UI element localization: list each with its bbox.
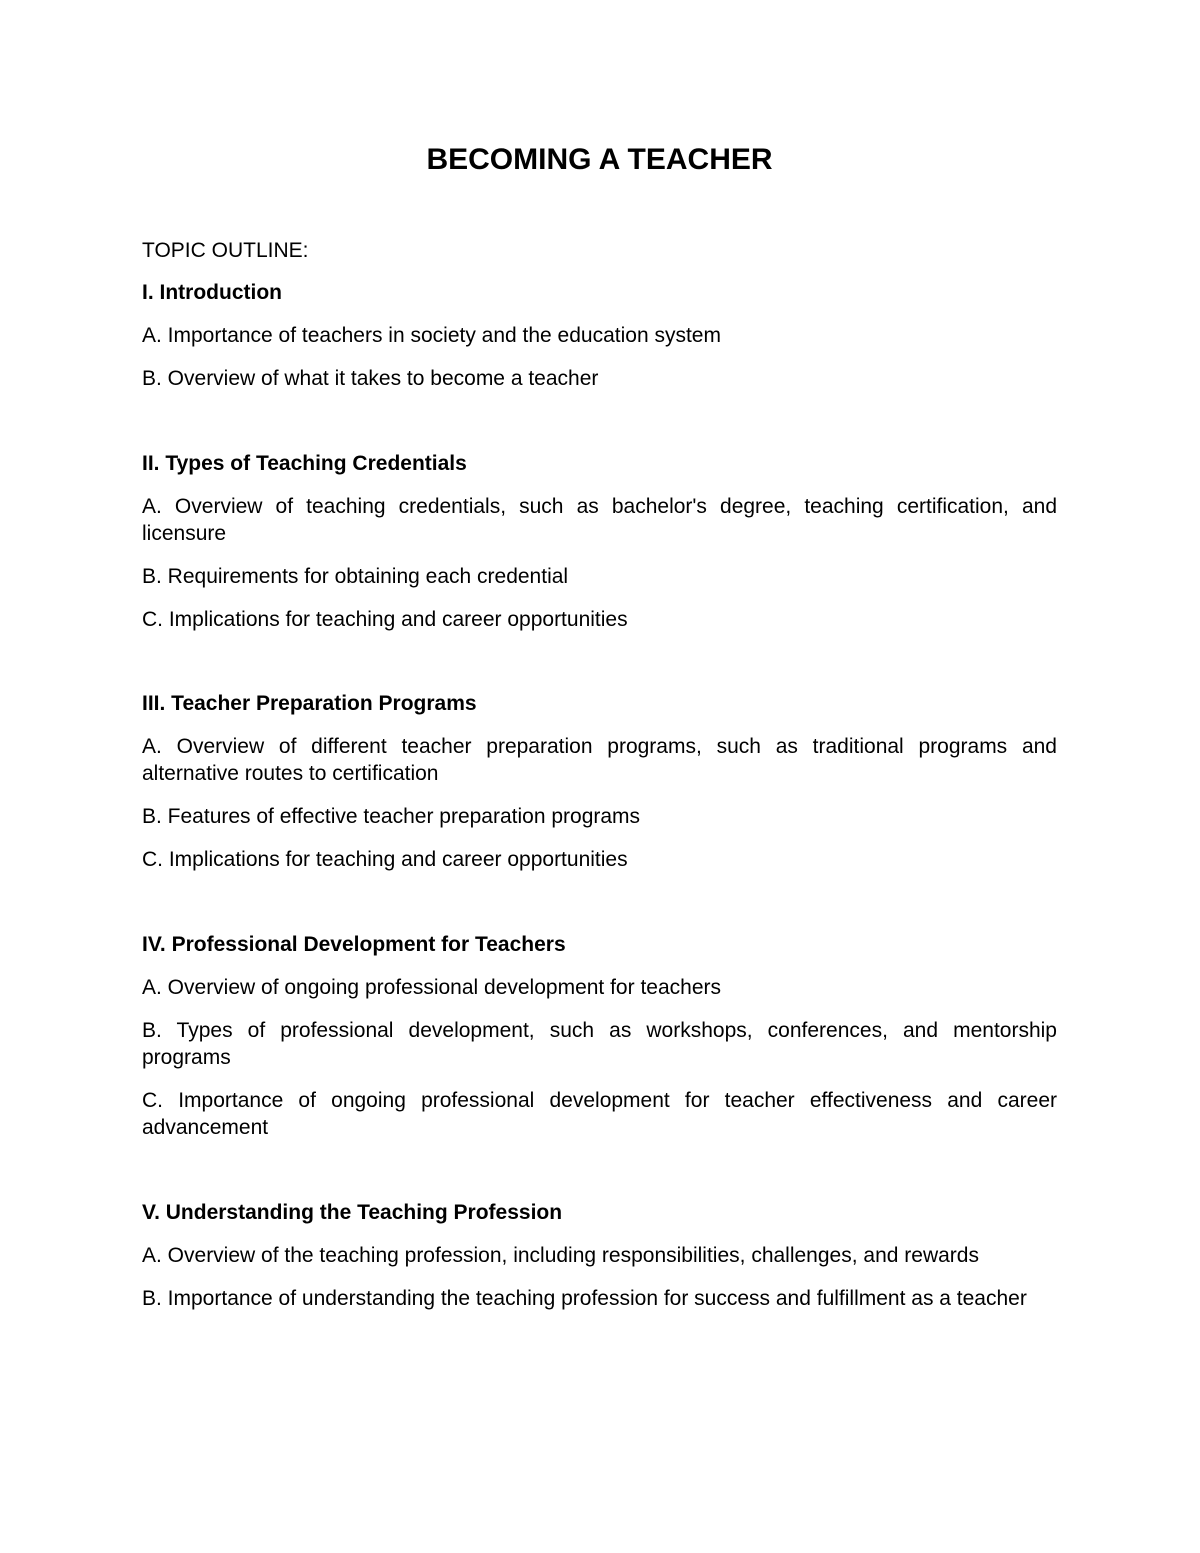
topic-outline-label: TOPIC OUTLINE: [142,239,309,262]
outline-item: A. Overview of ongoing professional development for teachers [142,976,721,999]
section-teaching-credentials [142,451,1057,649]
outline-item: C. Implications for teaching and career opportunities [142,848,628,871]
section-heading: I. Introduction [142,281,282,304]
section-professional-development [142,932,1057,1157]
outline-item: A. Overview of different teacher preparation programs, such as traditional programs and alternative routes to certification [142,735,1057,785]
section-introduction [142,280,1057,408]
outline-item: B. Features of effective teacher preparation programs [142,805,641,828]
section-heading: V. Understanding the Teaching Profession [142,1201,563,1224]
outline-item: A. Overview of teaching credentials, such as bachelor's degree, teaching certification, and licensure [142,495,1057,545]
outline-item: B. Overview of what it takes to become a teacher [142,367,599,390]
section-teacher-preparation [142,691,1057,889]
outline-item: C. Importance of ongoing professional development for teacher effectiveness and career advancement [142,1089,1057,1139]
outline-item: B. Requirements for obtaining each credential [142,565,569,588]
section-heading: IV. Professional Development for Teachers [142,933,566,956]
outline-item: A. Importance of teachers in society and the education system [142,324,721,347]
document-title: BECOMING A TEACHER [426,143,773,176]
section-teaching-profession [142,1200,1057,1328]
outline-item: B. Importance of understanding the teaching profession for success and fulfillment as a teacher [142,1287,1027,1310]
section-heading: III. Teacher Preparation Programs [142,692,477,715]
outline-item: A. Overview of the teaching profession, including responsibilities, challenges, and rewards [142,1244,979,1267]
outline-item: C. Implications for teaching and career opportunities [142,608,628,631]
section-heading: II. Types of Teaching Credentials [142,452,467,475]
outline-item: B. Types of professional development, such as workshops, conferences, and mentorship programs [142,1019,1057,1069]
